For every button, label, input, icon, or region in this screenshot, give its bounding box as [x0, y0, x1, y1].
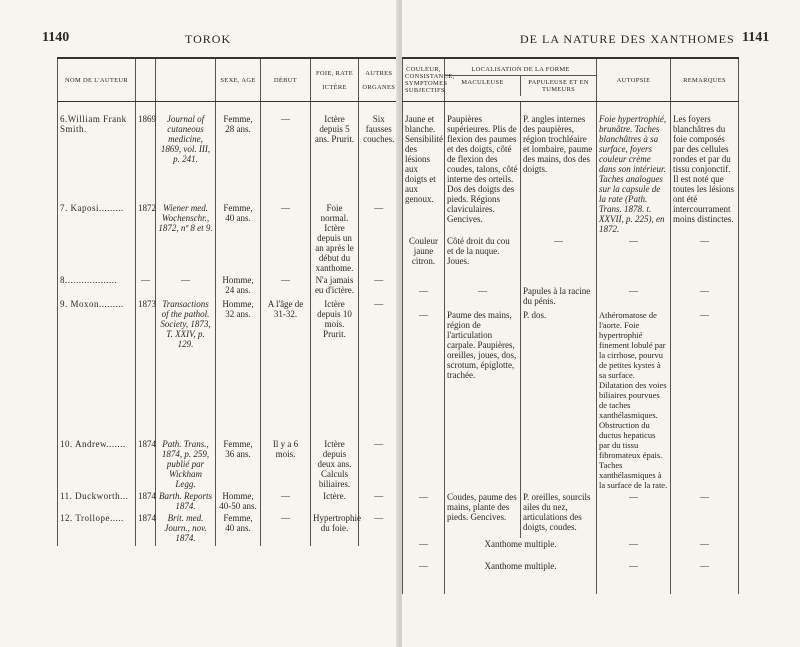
table-row: — Paume des mains, région de l'articulation carpale. Paupières, oreilles, joues, dos, scrotum, épiglotte, trachée. P. dos. Athéromatose de l'aorte. Foie hypertrophié finement lobulé par la cirrhose, pourvu de petites kystes à sa surface. Dilatation des voies biliaires pourvues de taches xanthélasmiques. Obstruction du ductus hepaticus par du tissu fibromateux épais. Taches xanthélasmiques à la surface de la rate. — — [403, 309, 739, 491]
col-head-debut: DÉBUT — [261, 58, 311, 102]
table-row: 7. Kaposi......... 1872 Wiener med. Wochenschr., 1872, nº 8 et 9. Femme, 40 ans. — Foie normal. Ictère depuis un an après le début du xanthome. — — [58, 202, 399, 274]
col-head-maculeuse: MACULEUSE — [461, 79, 504, 86]
col-head-sex-age: SEXE, AGE — [216, 58, 261, 102]
col-head-localisation: LOCALISATION DE LA FORME MACULEUSE PAPULEUSE ET EN TUMEURS — [445, 58, 597, 102]
left-table — [57, 57, 399, 546]
col-head-papuleuse: PAPULEUSE ET EN TUMEURS — [520, 76, 596, 96]
page-number-left: 1140 — [42, 30, 70, 45]
col-head-autres: AUTRES ORGANES — [359, 58, 399, 102]
right-page — [402, 0, 800, 647]
running-head-right: DE LA NATURE DES XANTHOMES — [520, 32, 735, 46]
col-head-couleur: COULEUR, CONSISTANCE, SYMPTOMES SUBJECTIFS — [403, 58, 445, 102]
right-table — [402, 57, 739, 594]
table-row: 9. Moxon......... 1873 Transactions of the pathol. Society, 1873, T. XXIV, p. 129. Homme, 32 ans. A l'âge de 31-32. Ictère depuis 10 mois. Prurit. — — [58, 298, 399, 438]
table-row: 6.William Frank Smith. 1869 Journal of cutaneous medicine, 1869, vol. III, p. 241. Femme, 28 ans. — Ictère depuis 5 ans. Prurit. Six fausses couches. — [58, 102, 399, 202]
table-row: 11. Duckworth... 1874 Barth. Reports 1874. Homme, 40-50 ans. — Ictère. — — [58, 490, 399, 512]
table-row: — Xanthome multiple. — — — [403, 538, 739, 560]
table-row: 8................... — — Homme, 24 ans. — N'a jamais eu d'ictère. — — [58, 274, 399, 298]
table-row: — Coudes, paume des mains, plante des pieds. Gencives. P. oreilles, sourcils ailes du nez, articulations des doigts, coudes. — — — [403, 491, 739, 538]
page-number-right: 1141 — [742, 30, 770, 45]
table-row: 10. Andrew....... 1874 Path. Trans., 1874, p. 259, publié par Wickham Legg. Femme, 36 ans. Il y a 6 mois. Ictère depuis deux ans. Calculs biliaires. — — [58, 438, 399, 490]
table-row: 12. Trollope..... 1874 Brit. med. Journ., nov. 1874. Femme, 40 ans. — Hypertrophie du foie. — — [58, 512, 399, 546]
col-head-autopsie: AUTOPSIE — [597, 58, 671, 102]
table-row: Jaune et blanche. Sensibilité des lésions aux doigts et aux genoux. Paupières supérieures. Plis de flexion des paumes et des doigts, côté de flexion des coudes, talons, côté interne des orteils. Dos des doigts des pieds. Régions claviculaires. Gencives. P. angles internes des paupières, région trochléaire et lombaire, paume des mains, dos des doigts. Foie hypertrophié, brunâtre. Taches blanchâtres à sa surface, foyers couleur crème dans son intérieur. Taches analogues sur la capsule de la rate (Path. Trans. 1878. t. XXVII, p. 225), en 1872. Les foyers blanchâtres du foie composés par des cellules rondes et par du tissu conjonctif. Il est noté que toutes les lésions ont été intercourrament moins distinctes. — [403, 102, 739, 236]
col-head-foie: FOIE, RATE ICTÈRE — [311, 58, 359, 102]
left-page — [0, 0, 398, 647]
col-head-remarques: REMARQUES — [671, 58, 739, 102]
col-head-author: NOM DE L'AUTEUR — [58, 58, 136, 102]
table-row: Couleur jaune citron. Côté droit du cou et de la nuque. Joues. — — — — [403, 235, 739, 285]
table-row: — — Papules à la racine du pénis. — — — [403, 285, 739, 309]
running-head-left: TOROK — [185, 32, 232, 46]
table-row: — Xanthome multiple. — — — [403, 560, 739, 594]
